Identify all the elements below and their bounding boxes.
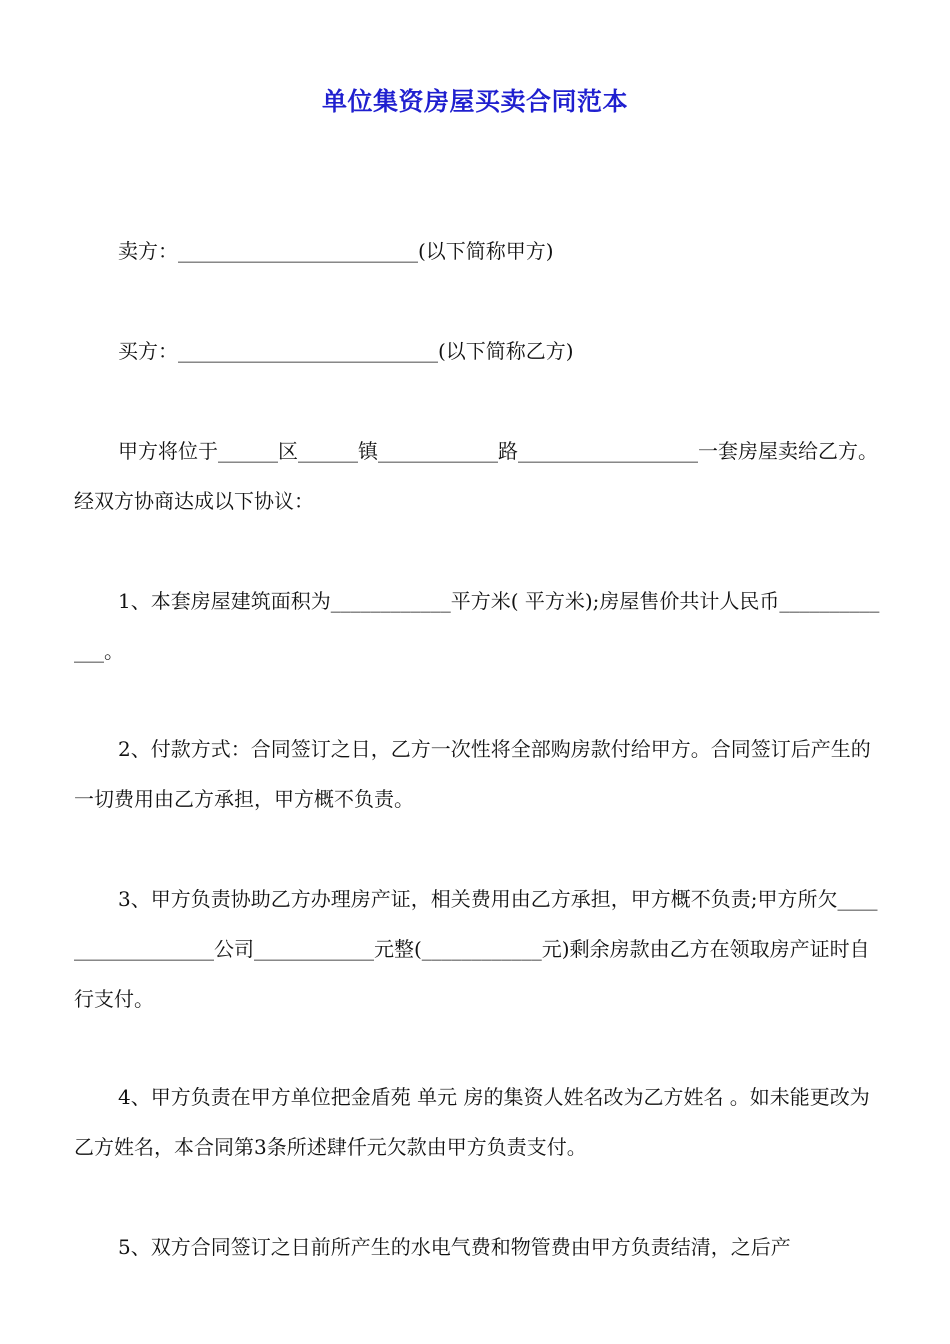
clause-4-text: 4、甲方负责在甲方单位把金盾苑 单元 房的集资人姓名改为乙方姓名 。如未能更改为乙方姓名，本合同第3条所述肆仟元欠款由甲方负责支付。 (74, 1085, 870, 1159)
clause-2 (74, 724, 880, 824)
document-title: 单位集资房屋买卖合同范本 (321, 87, 628, 116)
property-location-paragraph (74, 426, 880, 526)
buyer-line (74, 326, 880, 376)
clause-5 (74, 1222, 880, 1272)
clause-5-text: 5、双方合同签订之日前所产生的水电气费和物管费由甲方负责结清，之后产 (118, 1235, 791, 1259)
buyer-line-text: 买方：__________________________(以下简称乙方) (118, 339, 574, 363)
seller-line (74, 226, 880, 276)
clause-2-text: 2、付款方式：合同签订之日，乙方一次性将全部购房款付给甲方。合同签订后产生的一切费用由乙方承担，甲方概不负责。 (74, 737, 871, 811)
clause-4 (74, 1072, 880, 1172)
clause-3 (74, 874, 880, 1024)
clause-1 (74, 576, 880, 676)
property-location-text: 甲方将位于______区______镇____________路__________________一套房屋卖给乙方。经双方协商达成以下协议： (74, 439, 878, 513)
clause-1-text: 1、本套房屋建筑面积为____________平方米( 平方米);房屋售价共计人民币_____________。 (74, 589, 880, 663)
seller-line-text: 卖方：________________________(以下简称甲方) (118, 239, 554, 263)
clause-3-text: 3、甲方负责协助乙方办理房产证，相关费用由乙方承担，甲方概不负责;甲方所欠__________________公司____________元整(____________元)剩余房款由乙方在领取房产证时自行支付。 (74, 887, 878, 1011)
